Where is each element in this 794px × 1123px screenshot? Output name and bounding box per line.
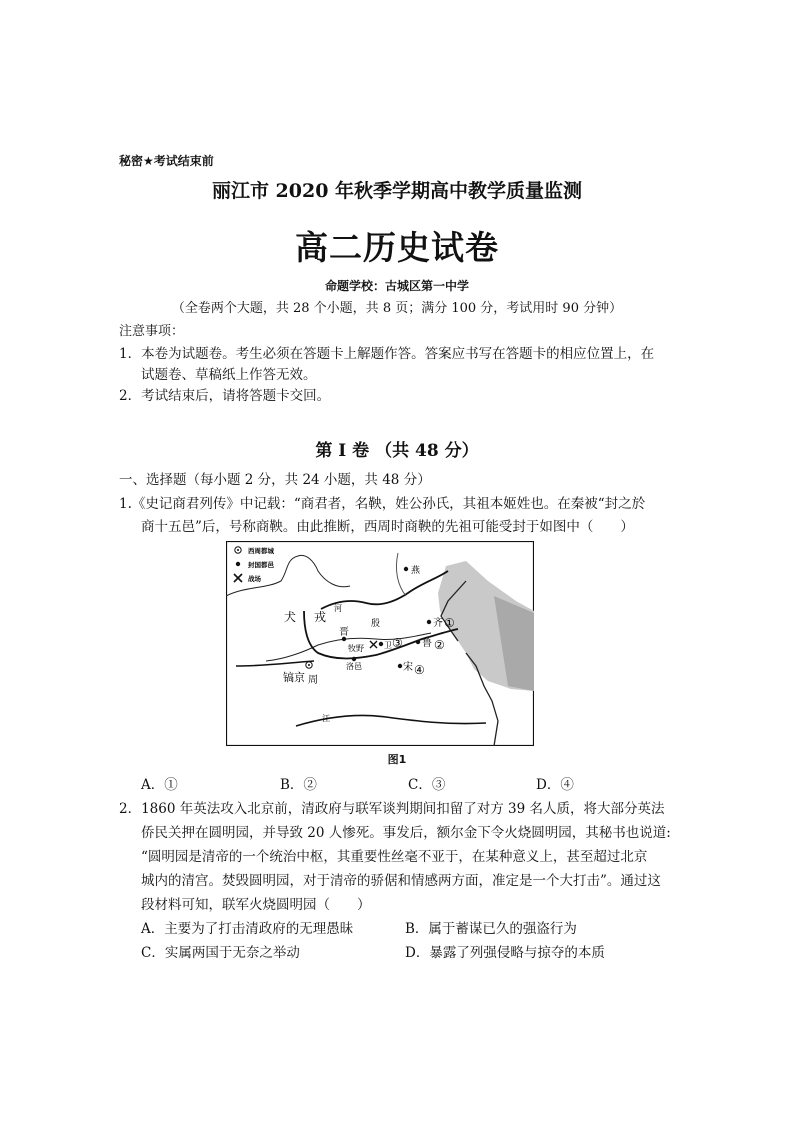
map-label-n3: ③: [392, 636, 403, 650]
map-label-luoyi: 洛邑: [346, 662, 362, 671]
map-label-qi: 齐: [433, 618, 443, 629]
map-label-yan: 燕: [411, 566, 421, 576]
map-label-wei: 卫: [384, 641, 392, 650]
question-2-line-1: 2．1860 年英法攻入北京前，清政府与联军谈判期间扣留了对方 39 名人质，将大部分英法: [119, 801, 665, 817]
setting-school: 命题学校：古城区第一中学: [324, 279, 469, 293]
figure-caption: 图1: [387, 753, 407, 766]
map-label-quanrong-1: 犬: [284, 610, 297, 624]
legend-fief-label: 封国都邑: [248, 561, 274, 569]
map-label-zhou: 周: [308, 675, 318, 686]
q2-option-d: D．暴露了列强侵略与掠夺的本质: [405, 945, 605, 961]
legend-capital-label: 西周都城: [248, 547, 274, 555]
question-2-line-5: 段材料可知，联军火烧圆明园（ ）: [141, 897, 371, 913]
map-label-he: 河: [334, 604, 342, 613]
map-label-lu: 鲁: [422, 638, 432, 649]
notice-item-1-cont: 试题卷、草稿纸上作答无效。: [141, 367, 317, 383]
section-title: 第 I 卷 （共 48 分）: [315, 441, 479, 461]
map-label-n1: ①: [444, 616, 455, 630]
q2-option-a: A．主要为了打击清政府的无理愚昧: [141, 921, 354, 937]
q2-option-c: C．实属两国于无奈之举动: [141, 945, 300, 961]
question-2-line-3: “圆明园是清帝的一个统治中枢，其重要性丝毫不亚于，在某种意义上，甚至超过北京: [141, 849, 648, 865]
q1-option-d: D．④: [536, 777, 574, 793]
map-label-haojing: 镐京: [283, 671, 305, 684]
map-label-yin: 殷: [371, 619, 381, 629]
exam-info: （全卷两个大题，共 28 个小题，共 8 页；满分 100 分，考试用时 90 分钟）: [171, 301, 623, 316]
map-label-jin: 晋: [339, 627, 349, 638]
question-1-line-1: 1.《史记商君列传》中记载：“商君者，名鞅，姓公孙氏，其祖本姬姓也。在秦被“封之於: [119, 496, 646, 512]
exam-title: 丽江市 2020 年秋季学期高中教学质量监测: [211, 180, 583, 202]
notice-heading: 注意事项：: [119, 324, 185, 339]
map-label-n2: ②: [434, 638, 445, 652]
q1-option-a: A．①: [141, 777, 178, 793]
map-label-jiang: 江: [322, 714, 330, 723]
part-title: 一、选择题（每小题 2 分，共 24 小题，共 48 分）: [119, 472, 431, 488]
question-2-line-2: 侨民关押在圆明园，并导致 20 人惨死。事发后，额尔金下令火烧圆明园，其秘书也说道:: [141, 825, 671, 841]
map-label-quanrong-2: 戎: [314, 610, 327, 624]
legend-battlefield-label: 战场: [248, 575, 261, 583]
q1-option-b: B．②: [280, 777, 317, 793]
paper-title: 高二历史试卷: [295, 228, 499, 267]
question-2-line-4: 城内的清宫。焚毁圆明园，对于清帝的骄倨和情感两方面，准定是一个大打击”。通过这: [141, 873, 661, 889]
q2-option-b: B．属于蓄谋已久的强盗行为: [405, 921, 577, 937]
map-label-n4: ④: [414, 663, 425, 677]
confidential-mark: 秘密★考试结束前: [119, 154, 214, 168]
fief-legend-icon: [236, 562, 240, 566]
zhou-map-figure: [226, 541, 534, 746]
notice-item-2: 2．考试结束后，请将答题卡交回。: [119, 388, 331, 404]
notice-item-1: 1．本卷为试题卷。考生必须在答题卡上解题作答。答案应书写在答题卡的相应位置上，在: [119, 346, 655, 362]
question-1-line-2: 商十五邑”后，号称商鞅。由此推断，西周时商鞅的先祖可能受封于如图中（ ）: [141, 519, 634, 535]
map-label-muye: 牧野: [348, 644, 364, 653]
q1-option-c: C．③: [408, 777, 446, 793]
map-label-song: 宋: [403, 662, 413, 673]
